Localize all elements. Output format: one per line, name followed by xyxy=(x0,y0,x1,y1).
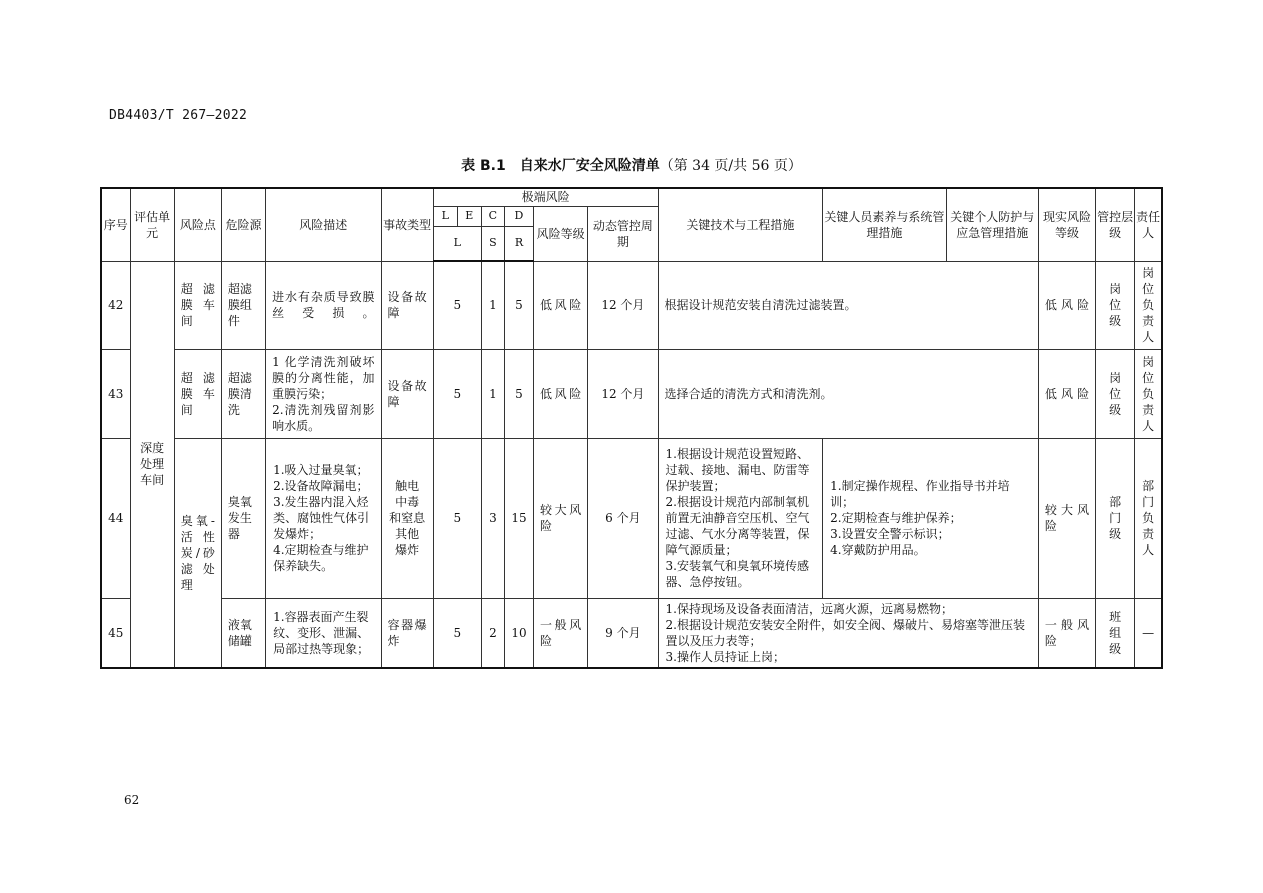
col-accident: 事故类型 xyxy=(381,188,433,261)
col-protect: 关键个人防护与应急管理措施 xyxy=(946,188,1038,261)
table-row xyxy=(101,261,1162,349)
seq-cell: 45 xyxy=(101,598,130,668)
tech-cell: 1.保持现场及设备表面清洁，远离火源，远离易燃物； 2.根据设计规范安装安全附件，如安全阀、爆破片、易熔塞等泄压装置以及压力表等； 3.操作人员持证上岗； xyxy=(658,598,1038,668)
C-cell: 2 xyxy=(481,598,504,668)
control-cell xyxy=(1096,349,1135,438)
D-cell: 10 xyxy=(504,598,533,668)
table-row xyxy=(101,598,1162,668)
desc-cell: 1.吸入过量臭氧； 2.设备故障漏电； 3.发生器内混入烃类、腐蚀性气体引发爆炸； 4.定期检查与维护保养缺失。 xyxy=(266,438,381,598)
hazard-cell: 超滤膜组件 xyxy=(221,261,265,349)
desc-cell: 1 化学清洗剂破坏膜的分离性能，加重膜污染； 2.清洗剂残留剂影响水质。 xyxy=(266,349,381,438)
L-cell: 5 xyxy=(433,438,481,598)
col-hazard: 危险源 xyxy=(221,188,265,261)
col-current: 现实风险等级 xyxy=(1038,188,1095,261)
control-text: 部门级 xyxy=(1109,495,1122,541)
desc-cell: 1.容器表面产生裂纹、变形、泄漏、局部过热等现象； xyxy=(266,598,381,668)
point-cell: 超滤膜车间 xyxy=(174,349,221,438)
caption-page-info: （第 34 页/共 56 页） xyxy=(659,158,802,174)
hazard-cell: 液氧储罐 xyxy=(221,598,265,668)
accident-cell: 容器爆炸 xyxy=(381,598,433,668)
seq-cell: 43 xyxy=(101,349,130,438)
level-cell: 低风险 xyxy=(534,349,588,438)
period-cell: 12 个月 xyxy=(588,349,658,438)
level-cell: 较大风险 xyxy=(534,438,588,598)
col-tech: 关键技术与工程措施 xyxy=(658,188,823,261)
D-cell: 5 xyxy=(504,261,533,349)
col-resp: 责任人 xyxy=(1135,188,1162,261)
personnel-cell: 1.制定操作规程、作业指导书并培训； 2.定期检查与维护保养； 3.设置安全警示标识； 4.穿戴防护用品。 xyxy=(823,438,1039,598)
col-personnel: 关键人员素养与系统管理措施 xyxy=(823,188,946,261)
col-unit: 评估单元 xyxy=(130,188,174,261)
resp-cell xyxy=(1135,349,1162,438)
current-cell: 低风险 xyxy=(1038,349,1095,438)
table-row xyxy=(101,438,1162,598)
D-cell: 15 xyxy=(504,438,533,598)
col-D: D xyxy=(504,206,533,226)
period-cell: 9 个月 xyxy=(588,598,658,668)
caption-title: 表 B.1 自来水厂安全风险清单 xyxy=(461,158,660,174)
resp-cell xyxy=(1135,261,1162,349)
resp-text: 岗位负责人 xyxy=(1142,266,1155,344)
hazard-cell: 臭氧发生器 xyxy=(221,438,265,598)
control-text: 班组级 xyxy=(1109,609,1122,656)
point-cell: 超滤膜车间 xyxy=(174,261,221,349)
point-cell: 臭氧-活性炭/砂滤处理 xyxy=(174,438,221,668)
col-E: E xyxy=(457,206,481,226)
period-cell: 6 个月 xyxy=(588,438,658,598)
resp-cell: — xyxy=(1135,598,1162,668)
resp-text: 岗位负责人 xyxy=(1142,354,1155,433)
accident-cell: 设备故障 xyxy=(381,261,433,349)
seq-cell: 44 xyxy=(101,438,130,598)
control-text: 岗位级 xyxy=(1109,282,1122,328)
col-R: R xyxy=(504,226,533,261)
L-cell: 5 xyxy=(433,598,481,668)
col-desc: 风险描述 xyxy=(266,188,381,261)
tech-cell: 根据设计规范安装自清洗过滤装置。 xyxy=(658,261,1038,349)
col-L2: L xyxy=(433,226,481,261)
col-S: S xyxy=(481,226,504,261)
level-cell: 低风险 xyxy=(534,261,588,349)
accident-cell: 设备故障 xyxy=(381,349,433,438)
unit-cell xyxy=(130,261,174,668)
tech-cell: 选择合适的清洗方式和清洗剂。 xyxy=(658,349,1038,438)
L-cell: 5 xyxy=(433,349,481,438)
table-caption xyxy=(0,155,1263,175)
control-cell xyxy=(1096,438,1135,598)
col-extreme: 极端风险 xyxy=(433,188,658,206)
col-C: C xyxy=(481,206,504,226)
col-period: 动态管控周期 xyxy=(588,206,658,261)
control-cell xyxy=(1096,261,1135,349)
col-point: 风险点 xyxy=(174,188,221,261)
document-code: DB4403/T 267—2022 xyxy=(109,108,248,123)
control-cell xyxy=(1096,598,1135,668)
hazard-cell: 超滤膜清洗 xyxy=(221,349,265,438)
table-row xyxy=(101,349,1162,438)
control-text: 岗位级 xyxy=(1109,370,1122,417)
resp-text: 部门负责人 xyxy=(1142,479,1155,557)
col-level: 风险等级 xyxy=(534,206,588,261)
current-cell: 低风险 xyxy=(1038,261,1095,349)
D-cell: 5 xyxy=(504,349,533,438)
current-cell: 一般风险 xyxy=(1038,598,1095,668)
risk-table xyxy=(100,187,1163,669)
period-cell: 12 个月 xyxy=(588,261,658,349)
level-cell: 一般风险 xyxy=(534,598,588,668)
L-cell: 5 xyxy=(433,261,481,349)
seq-cell: 42 xyxy=(101,261,130,349)
col-L: L xyxy=(433,206,457,226)
col-control: 管控层级 xyxy=(1096,188,1135,261)
current-cell: 较大风险 xyxy=(1038,438,1095,598)
C-cell: 1 xyxy=(481,349,504,438)
C-cell: 3 xyxy=(481,438,504,598)
tech-cell: 1.根据设计规范设置短路、过载、接地、漏电、防雷等保护装置； 2.根据设计规范内部制氧机前置无油静音空压机、空气过滤、气水分离等装置，保障气源质量； 3.安装氧气和臭氧环境传感器、急停按钮。 xyxy=(658,438,823,598)
C-cell: 1 xyxy=(481,261,504,349)
page-number: 62 xyxy=(124,793,140,807)
unit-text: 深度处理车间 xyxy=(140,441,165,488)
resp-cell xyxy=(1135,438,1162,598)
desc-cell: 进水有杂质导致膜丝受损。 xyxy=(266,261,381,349)
accident-cell: 触电 中毒 和窒息 其他 爆炸 xyxy=(381,438,433,598)
col-seq: 序号 xyxy=(101,188,130,261)
